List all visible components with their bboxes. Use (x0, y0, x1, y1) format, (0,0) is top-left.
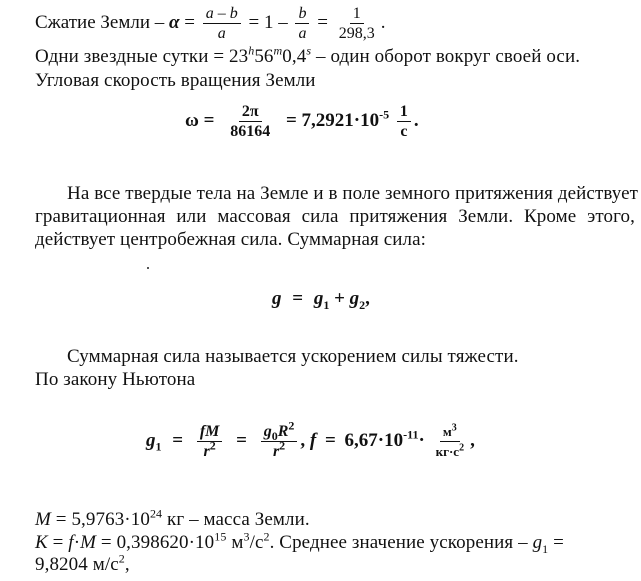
comma: , (124, 554, 130, 575)
equals-sign: = (324, 429, 336, 451)
equals-sign: = (203, 109, 215, 131)
g-value-line (35, 551, 130, 576)
earth-mass-value: = 5,9763·10 (50, 509, 150, 530)
equals-sign: = (172, 429, 184, 451)
unit-kg-s: кг·с (435, 444, 460, 459)
multiply-dot: · (418, 429, 425, 451)
gravitational-constant-value: 6,67·10 (344, 429, 404, 451)
k-exponent: 15 (214, 529, 227, 544)
k-unit: м (226, 532, 244, 553)
seconds-value: 0,4 (282, 46, 307, 67)
alpha-symbol: α (169, 11, 180, 33)
r-symbol: r (203, 443, 210, 460)
g1-symbol: g (532, 532, 543, 553)
omega-symbol: ω (185, 109, 199, 131)
sidereal-day-tail: – один оборот вокруг своей оси. (311, 46, 581, 67)
g2-subscript: 2 (359, 297, 366, 312)
equals-sign: = (317, 11, 328, 33)
R-exponent: 2 (288, 418, 295, 433)
g0-symbol: g (263, 423, 272, 440)
multiply-dot: · (73, 532, 81, 553)
g1-subscript: 1 (542, 541, 549, 556)
unit-s-exponent: 2 (459, 442, 465, 454)
fraction-denominator (270, 438, 288, 460)
M-symbol: M (35, 509, 51, 530)
paragraph2-line2: По закону Ньютона (35, 369, 196, 390)
hours-superscript: h (248, 43, 255, 58)
fraction-numerator: 1 (397, 103, 411, 122)
g-value: 9,8204 м/с (35, 554, 119, 575)
g-value-exponent: 2 (118, 551, 125, 566)
comma: , (365, 288, 370, 309)
fraction-denominator: 86164 (230, 123, 271, 140)
fraction-g0R2-over-r2 (261, 418, 298, 460)
equals-sign: = (548, 532, 564, 553)
flattening-lead: Сжатие Земли – (35, 11, 165, 33)
fraction-b-over-a (295, 5, 309, 42)
k-value: = 0,398620·10 (96, 532, 215, 553)
fraction-denominator: 298,3 (338, 25, 375, 42)
fraction-a-minus-b-over-a (203, 5, 241, 42)
fraction-one-over-298 (336, 5, 378, 42)
fraction-denominator: с (400, 123, 408, 140)
seconds-superscript: s (306, 43, 312, 58)
flattening-line (35, 5, 385, 42)
angular-velocity-label: Угловая скорость вращения Земли (35, 70, 316, 91)
paragraph1-line1: На все твердые тела на Земле и в поле земного притяжения действует (67, 183, 639, 204)
M-symbol: M (80, 532, 97, 553)
unit-meter-exponent: 3 (451, 422, 457, 434)
r-exponent: 2 (279, 438, 286, 453)
plus-sign: + (334, 288, 345, 309)
R-symbol: R (277, 423, 289, 440)
fraction-numerator: 1 (350, 5, 364, 24)
fraction-numerator (440, 423, 460, 442)
fraction-denominator: a (217, 25, 226, 42)
fraction-denominator (200, 438, 218, 460)
omega-formula (185, 103, 419, 140)
g1-symbol: g (313, 288, 324, 309)
f-symbol: f (309, 429, 317, 451)
r-symbol: r (272, 443, 280, 460)
fraction-numerator: b (295, 5, 309, 24)
equals-sign: = (292, 288, 304, 309)
paragraph1-line2: гравитационная или массовая сила притяжения Земли. Кроме этого, (35, 206, 635, 227)
scan-speck (147, 267, 149, 269)
sidereal-day-lead: Одни звездные сутки = 23 (35, 46, 249, 67)
fraction-denominator: a (298, 25, 307, 42)
f-symbol: f (68, 532, 74, 553)
unit-fraction (433, 423, 468, 460)
k-line-tail: . Среднее значение ускорения – (269, 532, 533, 553)
fraction-denominator (433, 442, 468, 460)
K-symbol: K (35, 532, 48, 553)
g0-subscript: 0 (271, 429, 278, 444)
k-unit-tail-exponent: 2 (263, 529, 270, 544)
g1-symbol: g (146, 429, 156, 451)
minutes-value: 56 (254, 46, 274, 67)
period: . (380, 11, 386, 33)
paragraph1-line3: действует центробежная сила. Суммарная сила: (35, 229, 427, 250)
earth-mass-exponent: 24 (149, 506, 163, 521)
unit-meter: м (442, 424, 452, 439)
g1-subscript: 1 (155, 439, 162, 454)
period: . (413, 109, 419, 131)
omega-value: 7,2921·10 (301, 109, 380, 131)
comma: , (470, 429, 475, 451)
fraction-two-pi-over-86164 (227, 103, 273, 140)
k-constant-line (35, 529, 564, 556)
equals-sign: = (47, 532, 69, 553)
sidereal-day-line (35, 43, 581, 68)
unit-one-over-second (397, 103, 411, 140)
g2-symbol: g (349, 288, 360, 309)
earth-mass-tail: кг – масса Земли. (162, 509, 310, 530)
earth-mass-line (35, 506, 310, 531)
fraction-numerator: fM (197, 423, 223, 442)
total-force-formula (272, 288, 370, 310)
newton-formula (146, 418, 475, 460)
equals-one-minus: = 1 – (248, 11, 288, 33)
omega-exponent: -5 (379, 107, 390, 122)
fraction-numerator: 2π (239, 103, 262, 122)
comma: , (300, 429, 306, 451)
g-symbol: g (272, 288, 282, 309)
k-unit-tail: /с (249, 532, 264, 553)
minutes-superscript: m (273, 43, 283, 58)
g1-subscript: 1 (323, 297, 330, 312)
gravitational-constant-exponent: -11 (403, 427, 419, 442)
fraction-fM-over-r2 (197, 423, 223, 460)
k-unit-exponent: 3 (243, 529, 250, 544)
fraction-numerator: a – b (203, 5, 241, 24)
equals-sign: = (184, 11, 196, 33)
r-exponent: 2 (209, 438, 216, 453)
equals-sign: = (285, 109, 297, 131)
equals-sign: = (236, 429, 247, 451)
paragraph2-line1: Суммарная сила называется ускорением силы тяжести. (67, 346, 519, 367)
